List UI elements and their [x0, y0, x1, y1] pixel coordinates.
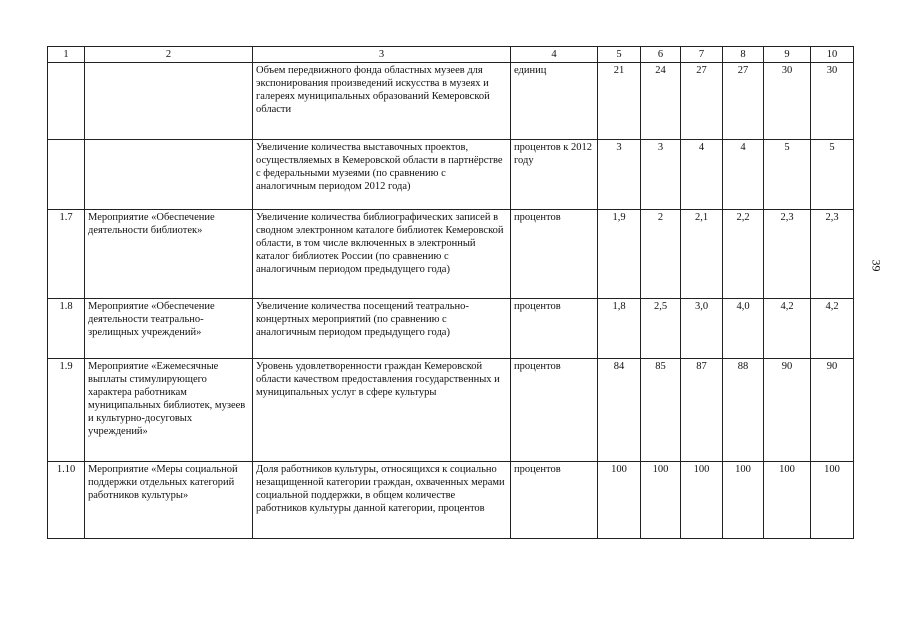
indicator-name: Объем передвижного фонда областных музеев для экспонирования произведений искусства в музеях и галереях муниципальных образований Кемеровской области — [253, 63, 511, 140]
column-header: 7 — [681, 47, 723, 63]
value-cell: 3,0 — [681, 299, 723, 359]
column-header: 2 — [85, 47, 253, 63]
value-cell: 2,5 — [641, 299, 681, 359]
value-cell: 30 — [811, 63, 854, 140]
value-cell: 84 — [598, 359, 641, 462]
table-row — [48, 359, 854, 462]
event-name: Мероприятие «Ежемесячные выплаты стимулирующего характера работникам муниципальных библиотек, музеев и культурно-досуговых учреждений» — [85, 359, 253, 462]
value-cell: 100 — [811, 462, 854, 539]
value-cell: 24 — [641, 63, 681, 140]
value-cell: 2,2 — [723, 210, 764, 299]
value-cell: 30 — [764, 63, 811, 140]
event-name: Мероприятие «Обеспечение деятельности библиотек» — [85, 210, 253, 299]
value-cell: 21 — [598, 63, 641, 140]
column-header: 10 — [811, 47, 854, 63]
table-header-row — [48, 47, 854, 63]
value-cell: 90 — [811, 359, 854, 462]
value-cell: 87 — [681, 359, 723, 462]
column-header: 5 — [598, 47, 641, 63]
row-number: 1.10 — [48, 462, 85, 539]
value-cell: 27 — [681, 63, 723, 140]
row-number — [48, 140, 85, 210]
value-cell: 1,8 — [598, 299, 641, 359]
indicators-table — [47, 46, 854, 539]
value-cell: 100 — [723, 462, 764, 539]
column-header: 8 — [723, 47, 764, 63]
event-name — [85, 140, 253, 210]
value-cell: 4,2 — [811, 299, 854, 359]
column-header: 1 — [48, 47, 85, 63]
value-cell: 90 — [764, 359, 811, 462]
page-number: 39 — [869, 259, 884, 272]
row-number: 1.8 — [48, 299, 85, 359]
value-cell: 100 — [641, 462, 681, 539]
event-name: Мероприятие «Обеспечение деятельности театрально-зрелищных учреждений» — [85, 299, 253, 359]
column-header: 6 — [641, 47, 681, 63]
value-cell: 2,1 — [681, 210, 723, 299]
unit: процентов — [511, 299, 598, 359]
value-cell: 2,3 — [764, 210, 811, 299]
column-header: 3 — [253, 47, 511, 63]
unit: единиц — [511, 63, 598, 140]
column-header: 4 — [511, 47, 598, 63]
value-cell: 4,2 — [764, 299, 811, 359]
table-row — [48, 140, 854, 210]
unit: процентов к 2012 году — [511, 140, 598, 210]
unit: процентов — [511, 359, 598, 462]
value-cell: 3 — [641, 140, 681, 210]
value-cell: 2 — [641, 210, 681, 299]
indicator-name: Увеличение количества посещений театрально-концертных мероприятий (по сравнению с аналогичным периодом предыдущего года) — [253, 299, 511, 359]
unit: процентов — [511, 210, 598, 299]
value-cell: 100 — [681, 462, 723, 539]
value-cell: 4,0 — [723, 299, 764, 359]
row-number — [48, 63, 85, 140]
table-row — [48, 462, 854, 539]
unit: процентов — [511, 462, 598, 539]
value-cell: 4 — [681, 140, 723, 210]
value-cell: 100 — [764, 462, 811, 539]
value-cell: 100 — [598, 462, 641, 539]
event-name: Мероприятие «Меры социальной поддержки отдельных категорий работников культуры» — [85, 462, 253, 539]
row-number: 1.7 — [48, 210, 85, 299]
value-cell: 88 — [723, 359, 764, 462]
table-row — [48, 299, 854, 359]
value-cell: 27 — [723, 63, 764, 140]
event-name — [85, 63, 253, 140]
value-cell: 2,3 — [811, 210, 854, 299]
value-cell: 1,9 — [598, 210, 641, 299]
indicator-name: Уровень удовлетворенности граждан Кемеровской области качеством предоставления государственных и муниципальных услуг в сфере культуры — [253, 359, 511, 462]
value-cell: 5 — [811, 140, 854, 210]
indicator-name: Увеличение количества выставочных проектов, осуществляемых в Кемеровской области в партнёрстве с федеральными музеями (по сравнению с аналогичным периодом 2012 года) — [253, 140, 511, 210]
value-cell: 85 — [641, 359, 681, 462]
value-cell: 5 — [764, 140, 811, 210]
column-header: 9 — [764, 47, 811, 63]
table-row — [48, 63, 854, 140]
value-cell: 4 — [723, 140, 764, 210]
value-cell: 3 — [598, 140, 641, 210]
indicator-name: Увеличение количества библиографических записей в сводном электронном каталоге библиотек Кемеровской области, в том числе включенных в электронный каталог библиотек России (по сравнению с аналогичным периодом предыдущего года) — [253, 210, 511, 299]
table-row — [48, 210, 854, 299]
row-number: 1.9 — [48, 359, 85, 462]
indicator-name: Доля работников культуры, относящихся к социально незащищенной категории граждан, охваченных мерами социальной поддержки, в общем количестве работников культуры данной категории, процентов — [253, 462, 511, 539]
